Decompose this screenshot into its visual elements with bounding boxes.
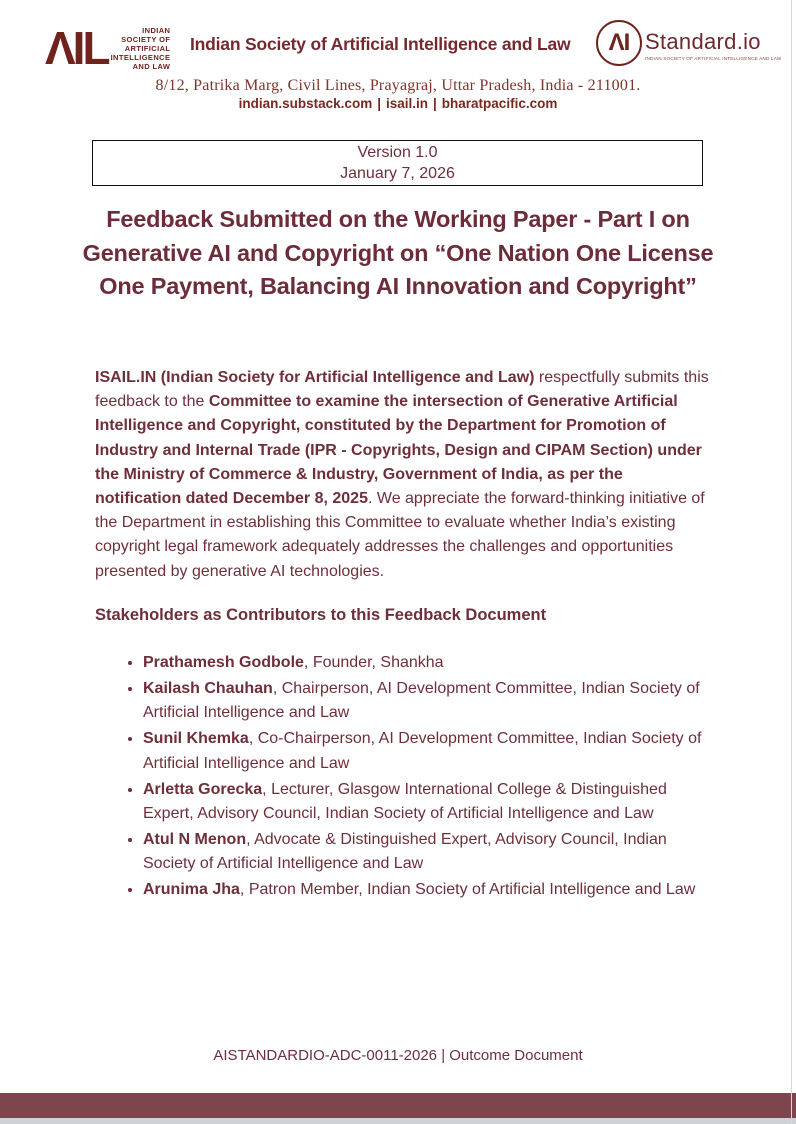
list-item xyxy=(143,676,711,726)
aistandard-caption: INDIAN SOCIETY OF ARTIFICIAL INTELLIGENCE AND LAW xyxy=(645,57,782,62)
paragraph-segment: Committee to examine the intersection of Generative Artificial Intelligence and Copyright, constituted by the Department for Promotion of Industry and Internal Trade (IPR - Copyrights, Design and CIPAM Section) under the Ministry of Commerce & Industry, Government of India, as per the notification dated December 8, 2025 xyxy=(95,393,702,508)
isail-logo-mark: ΛIL xyxy=(45,21,108,74)
list-item xyxy=(143,650,711,675)
stakeholder-name: Sunil Khemka xyxy=(143,730,249,748)
isail-logo xyxy=(45,21,171,74)
organization-name: Indian Society of Artificial Intelligence and Law xyxy=(190,34,571,54)
paragraph-segment: ISAIL.IN (Indian Society for Artificial Intelligence and Law) xyxy=(95,369,535,386)
stakeholder-name: Prathamesh Godbole xyxy=(143,654,304,671)
aistandard-wordmark: Standard.io xyxy=(645,29,761,54)
list-item xyxy=(143,777,711,827)
document-title: Feedback Submitted on the Working Paper - Part I on Generative AI and Copyright on “One Nation One License One Payment, Balancing AI Innovation and Copyright” xyxy=(82,206,714,299)
page-right-edge xyxy=(791,0,792,1124)
stakeholder-role: , Chairperson, AI Development Committee, Indian Society of Artificial Intelligence and Law xyxy=(143,679,700,722)
logo-line: AND LAW xyxy=(132,62,171,71)
list-item xyxy=(143,726,711,776)
version-date: January 7, 2026 xyxy=(340,165,455,182)
aistandard-logo xyxy=(596,20,796,66)
link-separator: | xyxy=(433,96,437,111)
document-reference: AISTANDARDIO-ADC-0011-2026 | Outcome Document xyxy=(213,1047,583,1064)
stakeholder-name: Kailash Chauhan xyxy=(143,679,273,697)
link-isail[interactable]: isail.in xyxy=(385,96,429,111)
logo-line: SOCIETY OF xyxy=(121,35,171,44)
stakeholders-heading: Stakeholders as Contributors to this Feedback Document xyxy=(95,606,547,624)
logo-line: INDIAN xyxy=(142,26,171,35)
paragraph-segment: . We appreciate the forward-thinking initiative of the Department in establishing this Committee to evaluate whether India’s existing copyright legal framework adequately addresses the challenges and opportunities presented by generative AI technologies. xyxy=(95,490,705,580)
version-box xyxy=(92,140,703,186)
logo-line: INTELLIGENCE xyxy=(110,53,171,62)
stakeholders-list xyxy=(95,650,711,903)
website-links xyxy=(0,96,796,111)
stakeholder-name: Arletta Gorecka xyxy=(143,780,263,798)
stakeholder-name: Atul N Menon xyxy=(143,830,247,848)
version-label: Version 1.0 xyxy=(357,144,438,161)
paragraph-segment: respectfully submits this feedback to the xyxy=(95,369,709,411)
isail-logo-wordmark xyxy=(111,24,171,71)
intro-paragraph xyxy=(95,366,709,584)
stakeholder-role: , Patron Member, Indian Society of Artificial Intelligence and Law xyxy=(239,881,696,899)
link-bharatpacific[interactable]: bharatpacific.com xyxy=(441,96,558,111)
logo-line: ARTIFICIAL xyxy=(124,44,171,53)
stakeholder-role: , Founder, Shankha xyxy=(303,654,444,671)
ai-circle-icon: ΛI xyxy=(596,20,642,66)
list-item xyxy=(143,827,711,877)
page-bottom-edge xyxy=(0,1118,796,1124)
footer-bar xyxy=(0,1093,796,1118)
stakeholder-name: Arunima Jha xyxy=(143,881,240,899)
organization-address: 8/12, Patrika Marg, Civil Lines, Prayagraj, Uttar Pradesh, India - 211001. xyxy=(155,77,641,94)
stakeholder-role: , Co-Chairperson, AI Development Committee, Indian Society of Artificial Intelligence and Law xyxy=(143,730,702,772)
stakeholder-role: , Lecturer, Glasgow International College & Distinguished Expert, Advisory Council, Indian Society of Artificial Intelligence and Law xyxy=(143,780,667,822)
link-separator: | xyxy=(377,96,381,111)
list-item xyxy=(143,877,711,902)
stakeholder-role: , Advocate & Distinguished Expert, Advisory Council, Indian Society of Artificial Intelligence and Law xyxy=(143,830,667,873)
link-substack[interactable]: indian.substack.com xyxy=(238,96,373,111)
